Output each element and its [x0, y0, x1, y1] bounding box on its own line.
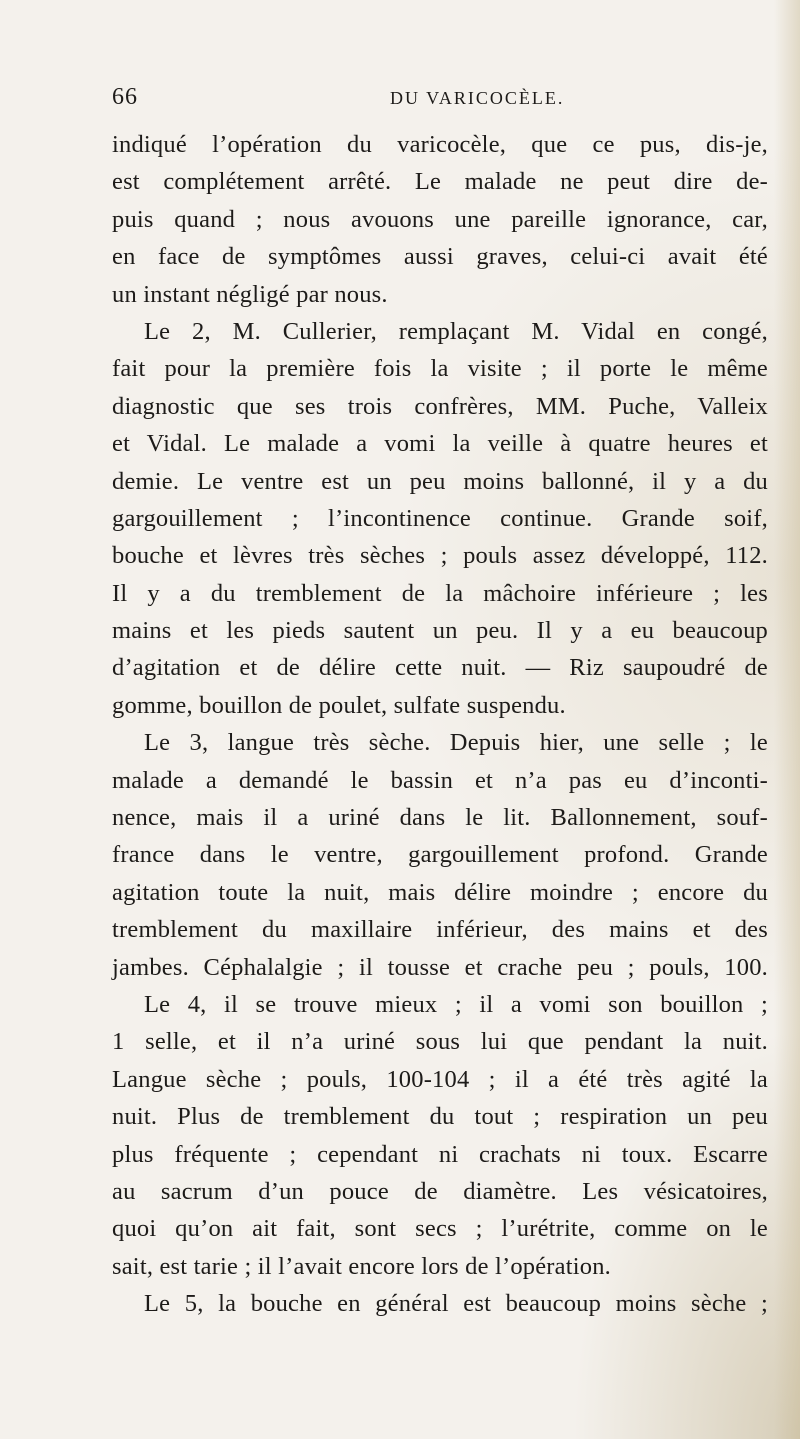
text-line: gargouillement ; l’incontinence continue. Grande soif, — [112, 504, 768, 532]
text-line: malade a demandé le bassin et n’a pas eu d’inconti- — [112, 766, 768, 794]
page-header — [0, 84, 800, 114]
text-line: un instant négligé par nous. — [112, 280, 388, 308]
text-line: nuit. Plus de tremblement du tout ; respiration un peu — [112, 1103, 768, 1131]
text-line: tremblement du maxillaire inférieur, des mains et des — [112, 916, 768, 944]
text-line: indiqué l’opération du varicocèle, que ce pus, dis-je, — [112, 131, 768, 158]
text-line: nence, mais il a uriné dans le lit. Ballonnement, souf- — [112, 804, 768, 832]
text-line: bouche et lèvres très sèches ; pouls assez développé, 112. — [112, 542, 768, 570]
text-line: jambes. Céphalalgie ; il tousse et crache peu ; pouls, 100. — [112, 953, 768, 981]
text-line: quoi qu’on ait fait, sont secs ; l’urétrite, comme on le — [112, 1215, 768, 1243]
running-title: DU VARICOCÈLE. — [390, 88, 565, 108]
text-line: Le 4, il se trouve mieux ; il a vomi son bouillon ; — [144, 990, 768, 1018]
page-number: 66 — [112, 84, 138, 110]
text-line: demie. Le ventre est un peu moins ballonné, il y a du — [112, 467, 768, 495]
text-line: mains et les pieds sautent un peu. Il y a eu beaucoup — [112, 617, 768, 645]
text-line: Le 3, langue très sèche. Depuis hier, une selle ; le — [144, 729, 768, 757]
text-line: plus fréquente ; cependant ni crachats ni toux. Escarre — [112, 1140, 768, 1168]
text-line: d’agitation et de délire cette nuit. — Riz saupoudré de — [112, 654, 768, 682]
text-line: diagnostic que ses trois confrères, MM. Puche, Valleix — [112, 392, 768, 420]
text-line: france dans le ventre, gargouillement profond. Grande — [112, 841, 768, 869]
text-line: puis quand ; nous avouons une pareille ignorance, car, — [112, 205, 768, 233]
text-line: Langue sèche ; pouls, 100-104 ; il a été très agité la — [112, 1065, 768, 1093]
text-line: en face de symptômes aussi graves, celui-ci avait été — [112, 243, 768, 271]
text-line: 1 selle, et il n’a uriné sous lui que pendant la nuit. — [112, 1028, 768, 1056]
text-line: Il y a du tremblement de la mâchoire inférieure ; les — [112, 579, 768, 607]
text-line: Le 2, M. Cullerier, remplaçant M. Vidal en congé, — [144, 317, 768, 345]
text-line: est complétement arrêté. Le malade ne peut dire de- — [112, 168, 768, 196]
text-line: sait, est tarie ; il l’avait encore lors de l’opération. — [112, 1252, 611, 1280]
text-line: agitation toute la nuit, mais délire moindre ; encore du — [112, 878, 768, 906]
text-line: fait pour la première fois la visite ; il porte le même — [112, 355, 768, 383]
text-line: gomme, bouillon de poulet, sulfate suspendu. — [112, 691, 566, 719]
text-line: Le 5, la bouche en général est beaucoup moins sèche ; — [144, 1290, 768, 1318]
text-line: au sacrum d’un pouce de diamètre. Les vésicatoires, — [112, 1177, 768, 1205]
body-text — [112, 126, 768, 1323]
page-edge-shadow — [774, 0, 800, 1439]
text-line: et Vidal. Le malade a vomi la veille à quatre heures et — [112, 430, 768, 458]
